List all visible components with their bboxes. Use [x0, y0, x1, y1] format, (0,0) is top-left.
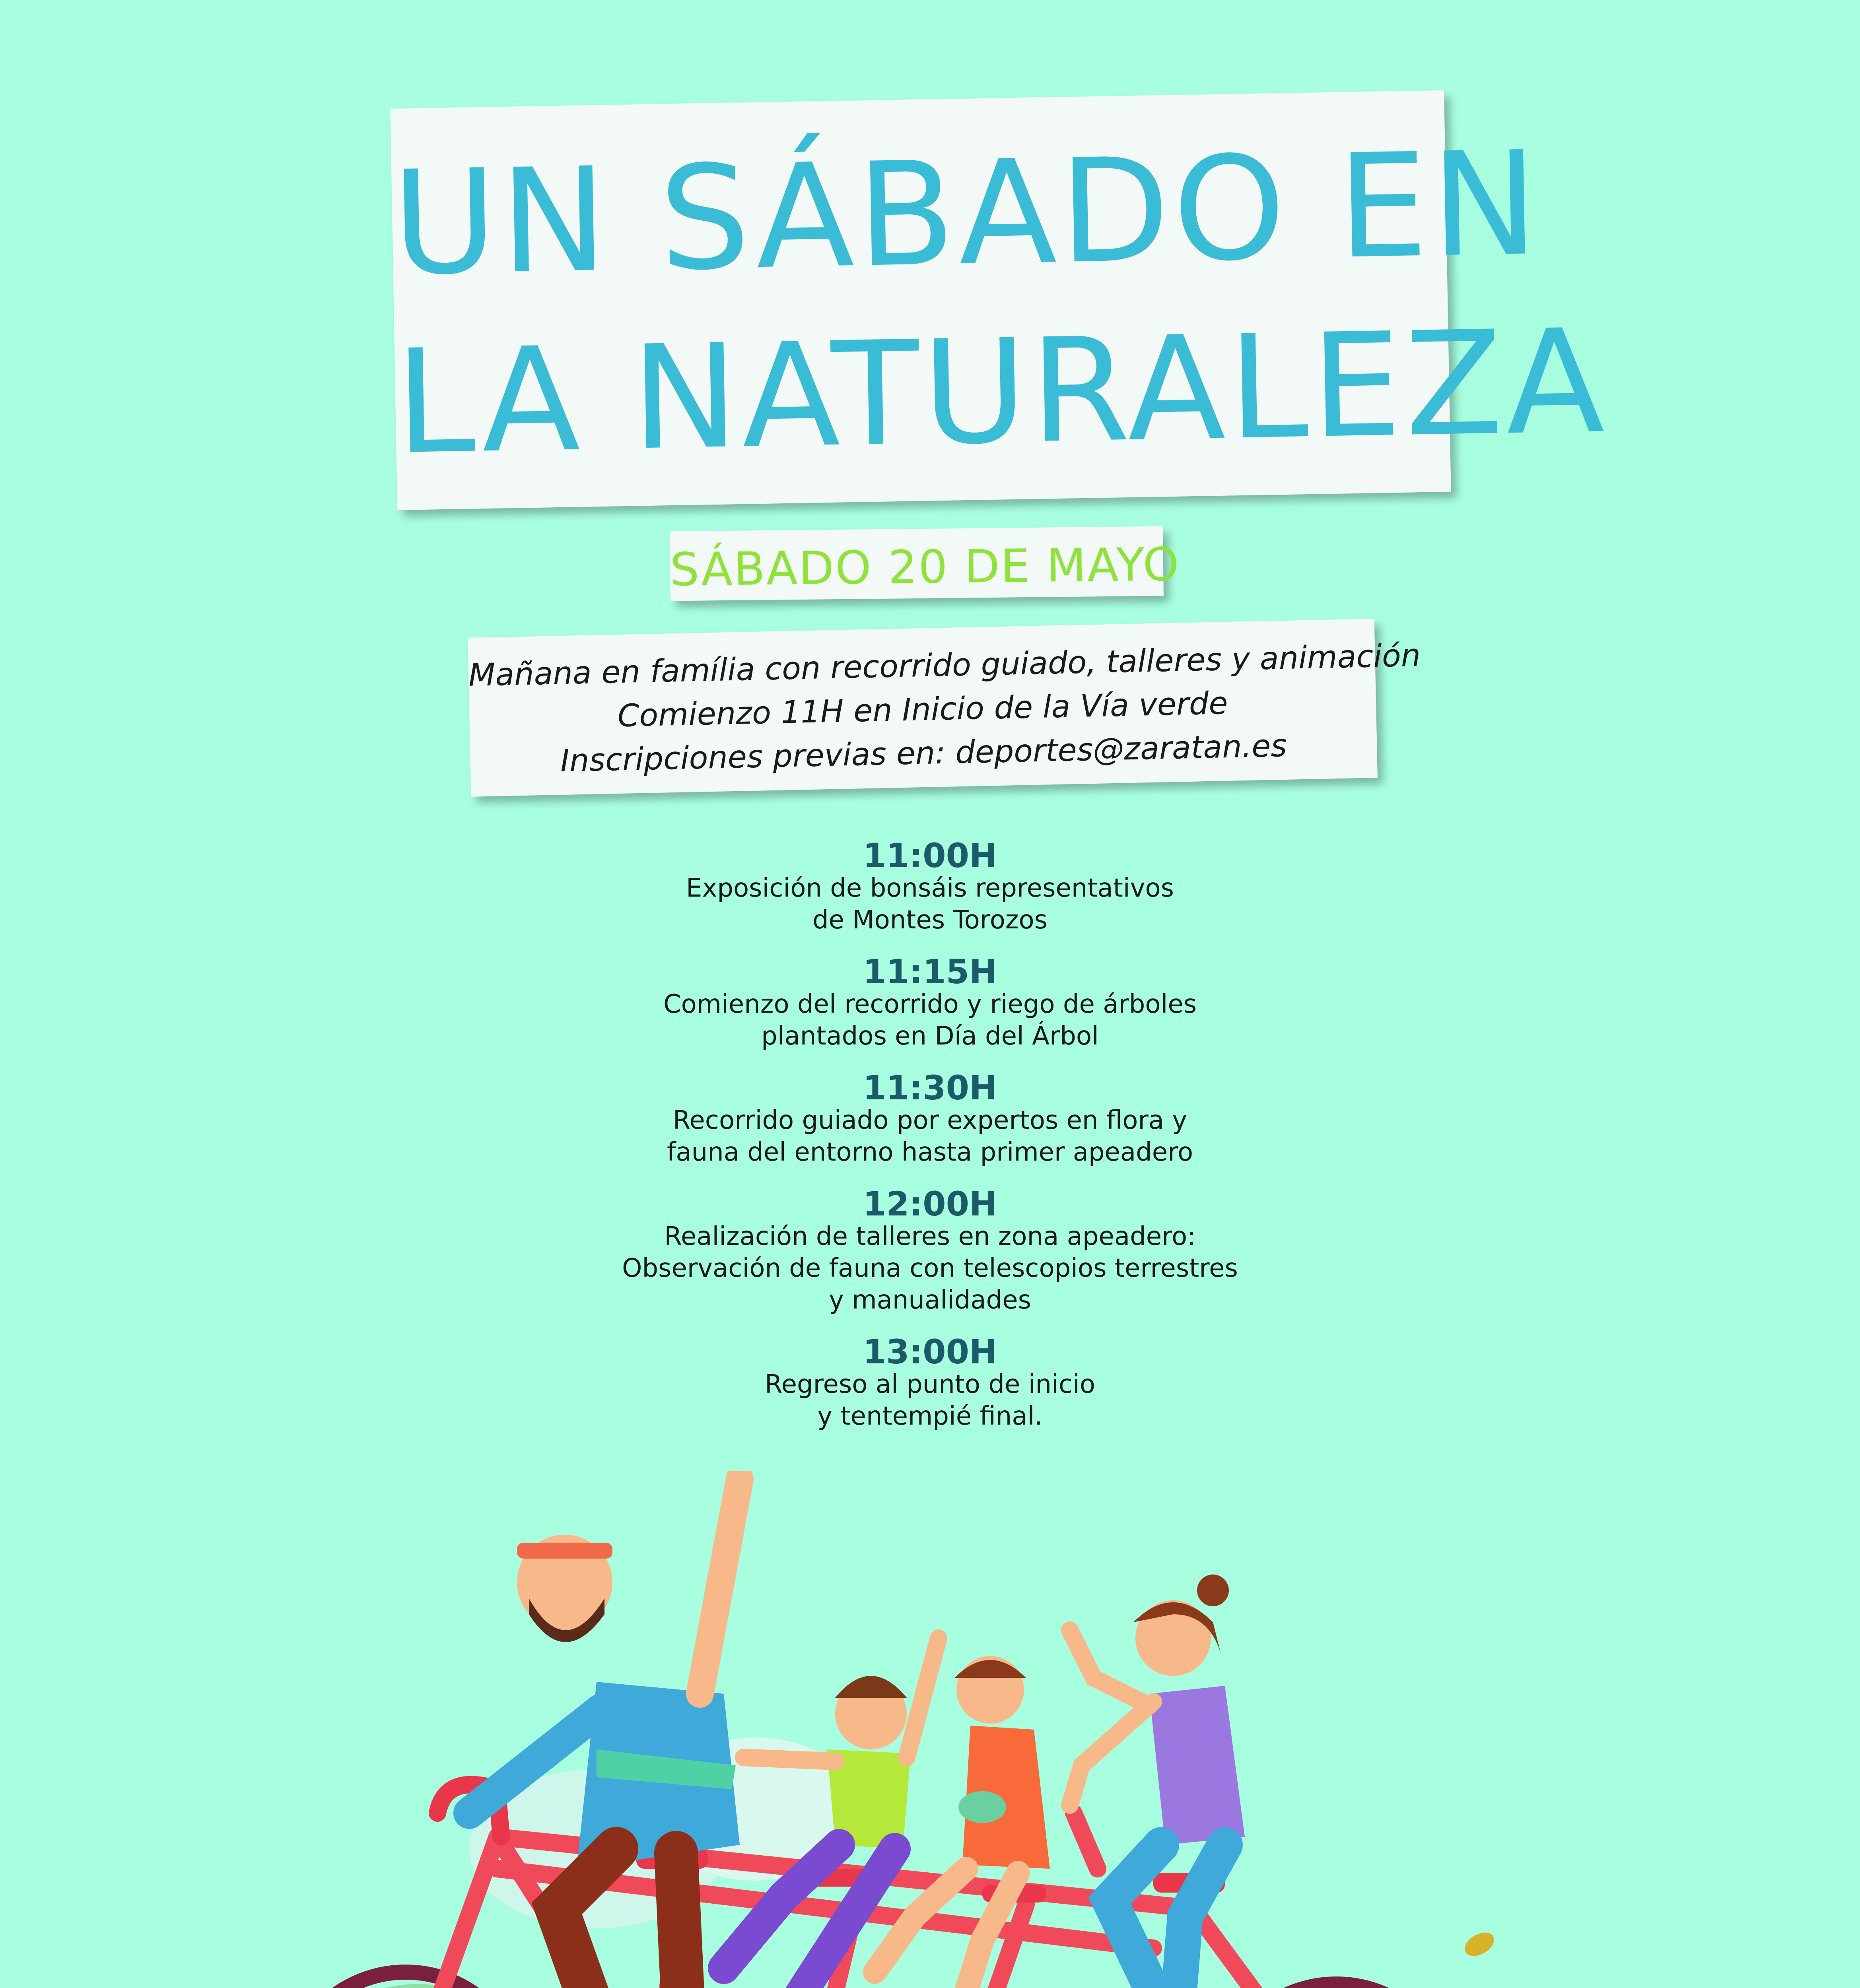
schedule-desc: plantados en Día del Árbol	[761, 1021, 1099, 1051]
info-card	[468, 619, 1421, 797]
schedule-time: 11:15H	[863, 952, 997, 991]
schedule-desc: y manualidades	[829, 1285, 1031, 1315]
schedule-time: 11:30H	[863, 1068, 997, 1107]
family-tandem-bike-illustration	[0, 1471, 1860, 1988]
schedule-desc: fauna del entorno hasta primer apeadero	[667, 1138, 1193, 1167]
schedule-desc: Comienzo del recorrido y riego de árboles	[663, 990, 1197, 1019]
schedule-desc: Recorrido guiado por expertos en flora y	[672, 1106, 1188, 1135]
info-line-registration: Inscripciones previas en: deportes@zaratan.es	[560, 728, 1287, 779]
schedule-desc: Observación de fauna con telescopios terrestres	[622, 1254, 1238, 1283]
schedule-desc: de Montes Torozos	[812, 905, 1048, 935]
schedule-desc: Exposición de bonsáis representativos	[686, 874, 1174, 903]
schedule-desc: Realización de talleres en zona apeadero:	[664, 1222, 1196, 1251]
schedule	[437, 836, 1423, 1432]
mother-figure	[1070, 1574, 1245, 1988]
schedule-time: 11:00H	[863, 836, 997, 875]
event-date: SÁBADO 20 DE MAYO	[670, 538, 1180, 597]
schedule-time: 12:00H	[863, 1184, 997, 1223]
title-line-2: LA NATURALEZA	[394, 298, 1609, 486]
date-card	[670, 526, 1180, 601]
schedule-desc: y tentempié final.	[817, 1402, 1043, 1431]
info-line-activities: Mañana en família con recorrido guiado, talleres y animación	[468, 637, 1421, 693]
info-line-start: Comienzo 11H en Inicio de la Vía verde	[617, 685, 1228, 734]
title-card	[390, 90, 1609, 510]
title-line-1: UN SÁBADO EN	[391, 120, 1543, 307]
schedule-desc: Regreso al punto de inicio	[765, 1370, 1095, 1399]
schedule-time: 13:00H	[863, 1332, 997, 1371]
